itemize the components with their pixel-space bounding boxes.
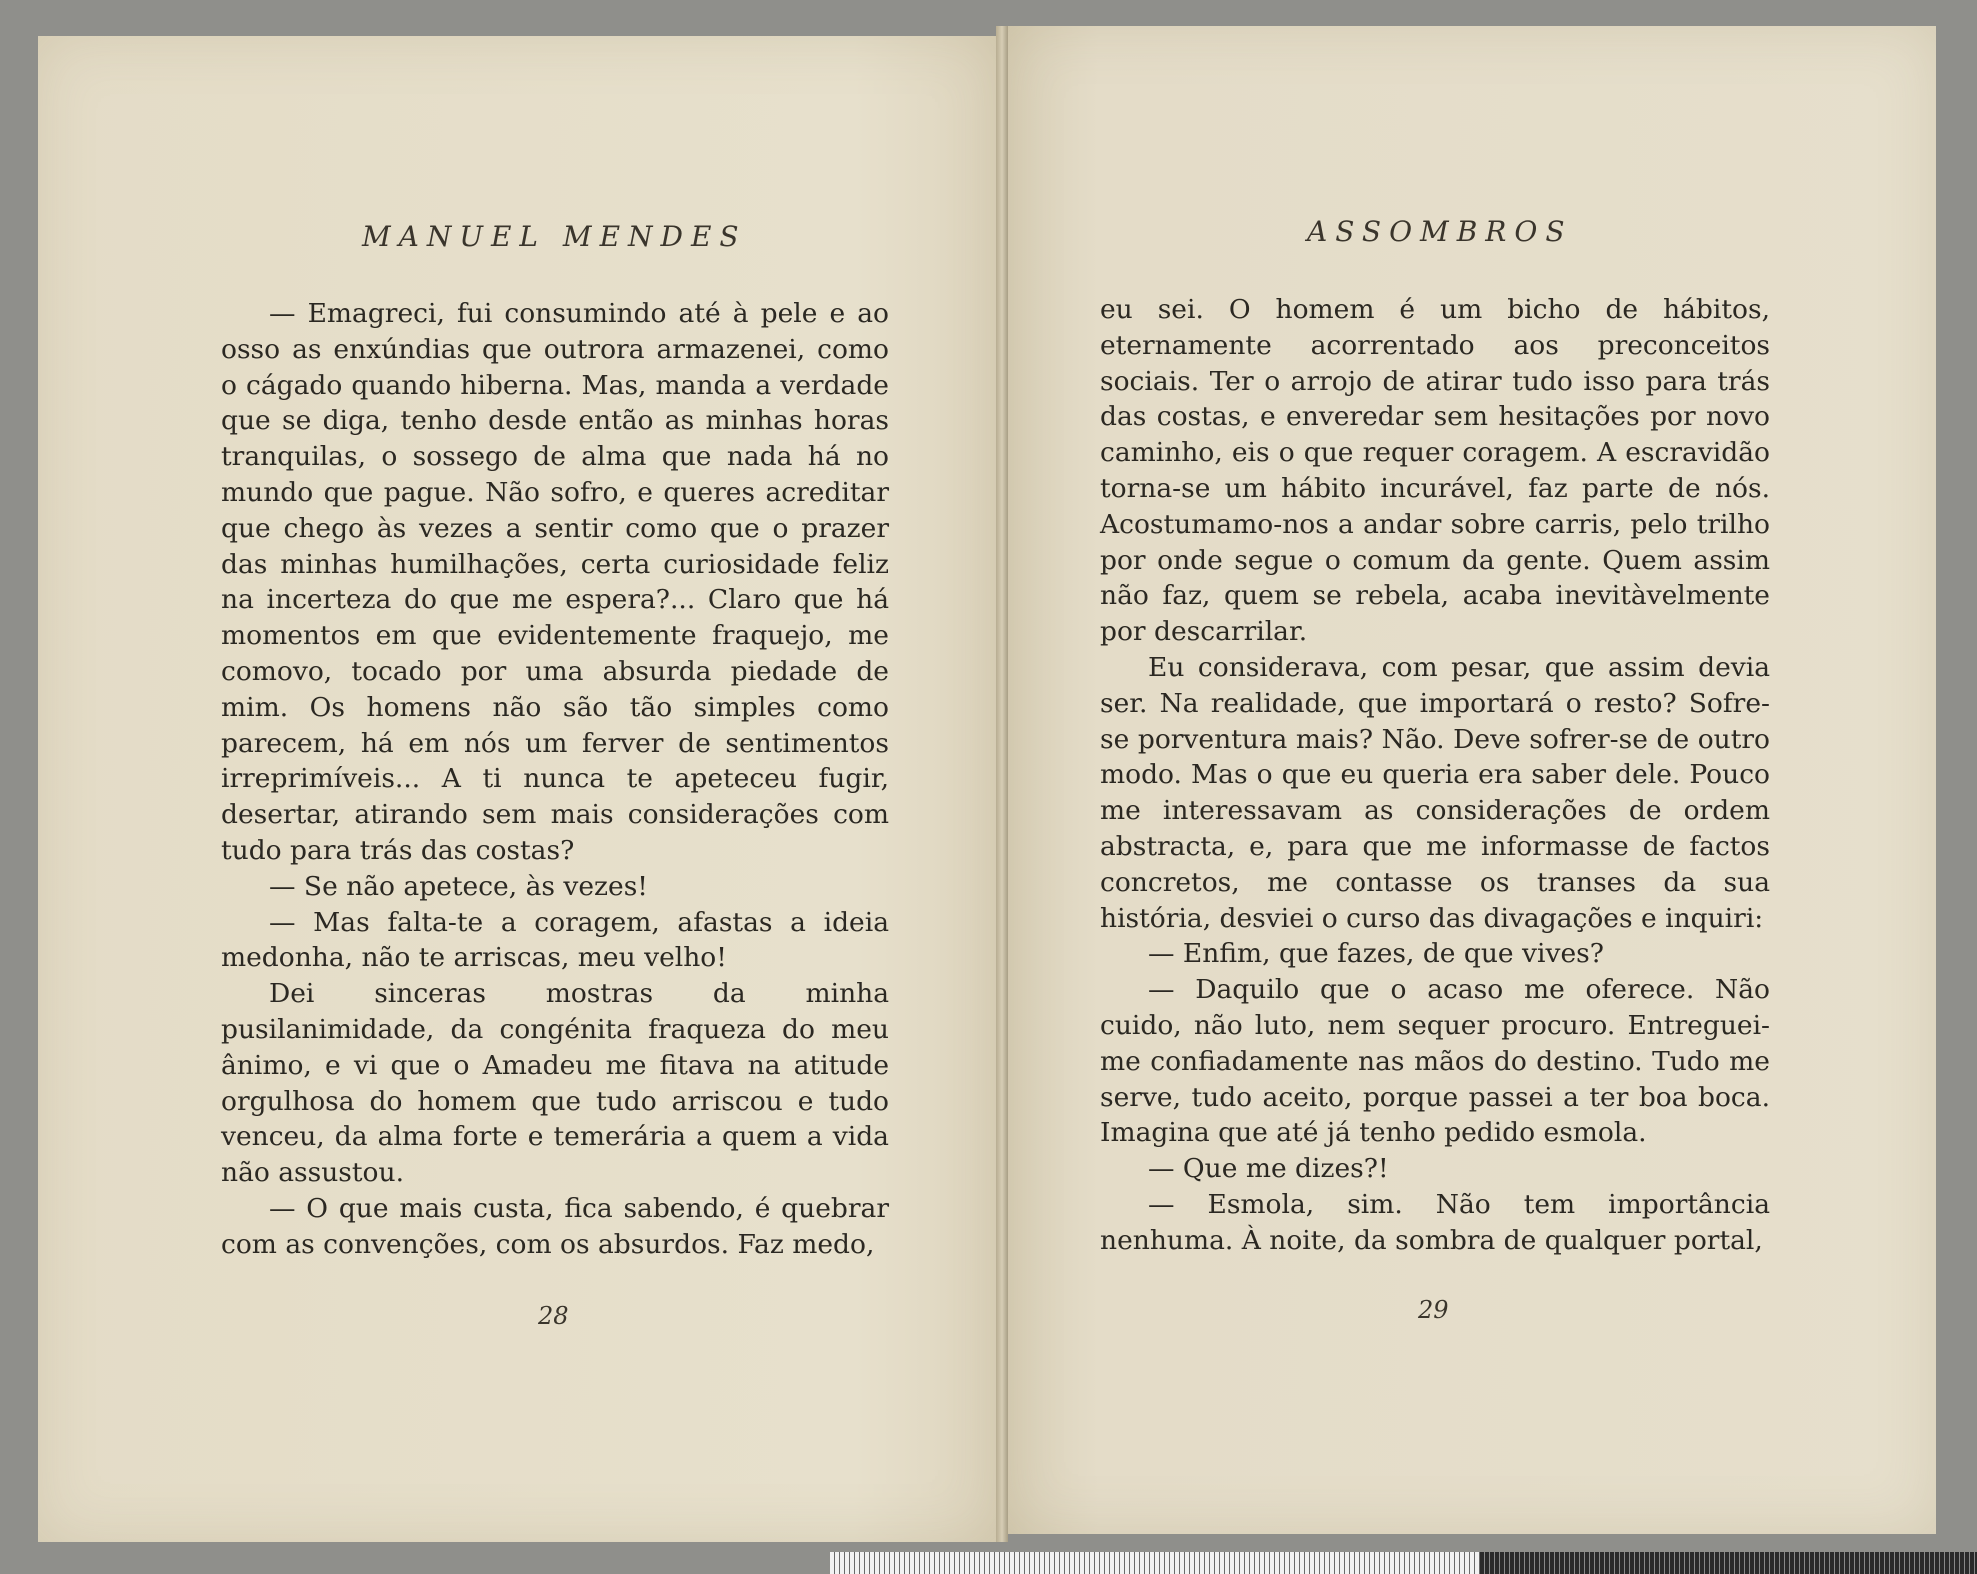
left-text-block bbox=[221, 296, 889, 1263]
right-page-number: 29 bbox=[1418, 1296, 1449, 1324]
right-paragraph-1: eu sei. O homem é um bicho de hábitos, eternamente acorrentado aos preconceitos sociais. Ter o arrojo de atirar tudo isso para trás das costas, e enveredar sem hesitações por novo caminho, eis o que requer coragem. A escravidão torna-se um hábito incurável, faz parte de nós. Acostumamo-nos a andar sobre carris, pelo trilho por onde segue o comum da gente. Quem assim não faz, quem se rebela, acaba inevitàvelmente por descarrilar. bbox=[1100, 294, 1770, 648]
right-paragraph-6: — Esmola, sim. Não tem importância nenhuma. À noite, da sombra de qualquer portal, bbox=[1100, 1188, 1770, 1256]
right-running-head: ASSOMBROS bbox=[1307, 215, 1573, 248]
left-paragraph-5: — O que mais custa, fica sabendo, é quebrar com as convenções, com os absurdos. Faz medo, bbox=[221, 1192, 889, 1260]
right-paragraph-4: — Daquilo que o acaso me oferece. Não cuido, não luto, nem sequer procuro. Entreguei-me confiadamente nas mãos do destino. Tudo me serve, tudo aceito, porque passei a ter boa boca. Imagina que até já tenho pedido esmola. bbox=[1100, 974, 1770, 1149]
left-paragraph-2: — Se não apetece, às vezes! bbox=[269, 870, 648, 902]
right-paragraph-5: — Que me dizes?! bbox=[1148, 1153, 1389, 1185]
left-page-number: 28 bbox=[538, 1302, 569, 1330]
left-running-head: MANUEL MENDES bbox=[362, 220, 747, 253]
left-paragraph-3: — Mas falta-te a coragem, afastas a ideia medonha, não te arriscas, meu velho! bbox=[221, 906, 889, 974]
right-paragraph-3: — Enfim, que fazes, de que vives? bbox=[1148, 938, 1604, 970]
right-paragraph-2: Eu considerava, com pesar, que assim devia ser. Na realidade, que importará o resto? Sofre-se porventura mais? Não. Deve sofrer-se de outro modo. Mas o que eu queria era saber dele. Pouco me interessavam as considerações de ordem abstracta, e, para que me informasse de factos concretos, me contasse os transes da sua história, desviei o curso das divagações e inquiri: bbox=[1100, 651, 1770, 934]
scale-ruler-dark-segment bbox=[1480, 1552, 1977, 1574]
left-paragraph-1: — Emagreci, fui consumindo até à pele e ao osso as enxúndias que outrora armazenei, como o cágado quando hiberna. Mas, manda a verdade que se diga, tenho desde então as minhas horas tranquilas, o sossego de alma que nada há no mundo que pague. Não sofro, e queres acreditar que chego às vezes a sentir como que o prazer das minhas humilhações, certa curiosidade feliz na incerteza do que me espera?... Claro que há momentos em que evidentemente fraquejo, me comovo, tocado por uma absurda piedade de mim. Os homens não são tão simples como parecem, há em nós um ferver de sentimentos irreprimíveis... A ti nunca te apeteceu fugir, desertar, atirando sem mais considerações com tudo para trás das costas? bbox=[221, 298, 889, 866]
left-paragraph-4: Dei sinceras mostras da minha pusilanimidade, da congénita fraqueza do meu ânimo, e vi que o Amadeu me fitava na atitude orgulhosa do homem que tudo arriscou e tudo venceu, da alma forte e temerária a quem a vida não assustou. bbox=[221, 978, 889, 1189]
book-spine bbox=[996, 26, 1008, 1542]
right-text-block bbox=[1100, 292, 1770, 1259]
